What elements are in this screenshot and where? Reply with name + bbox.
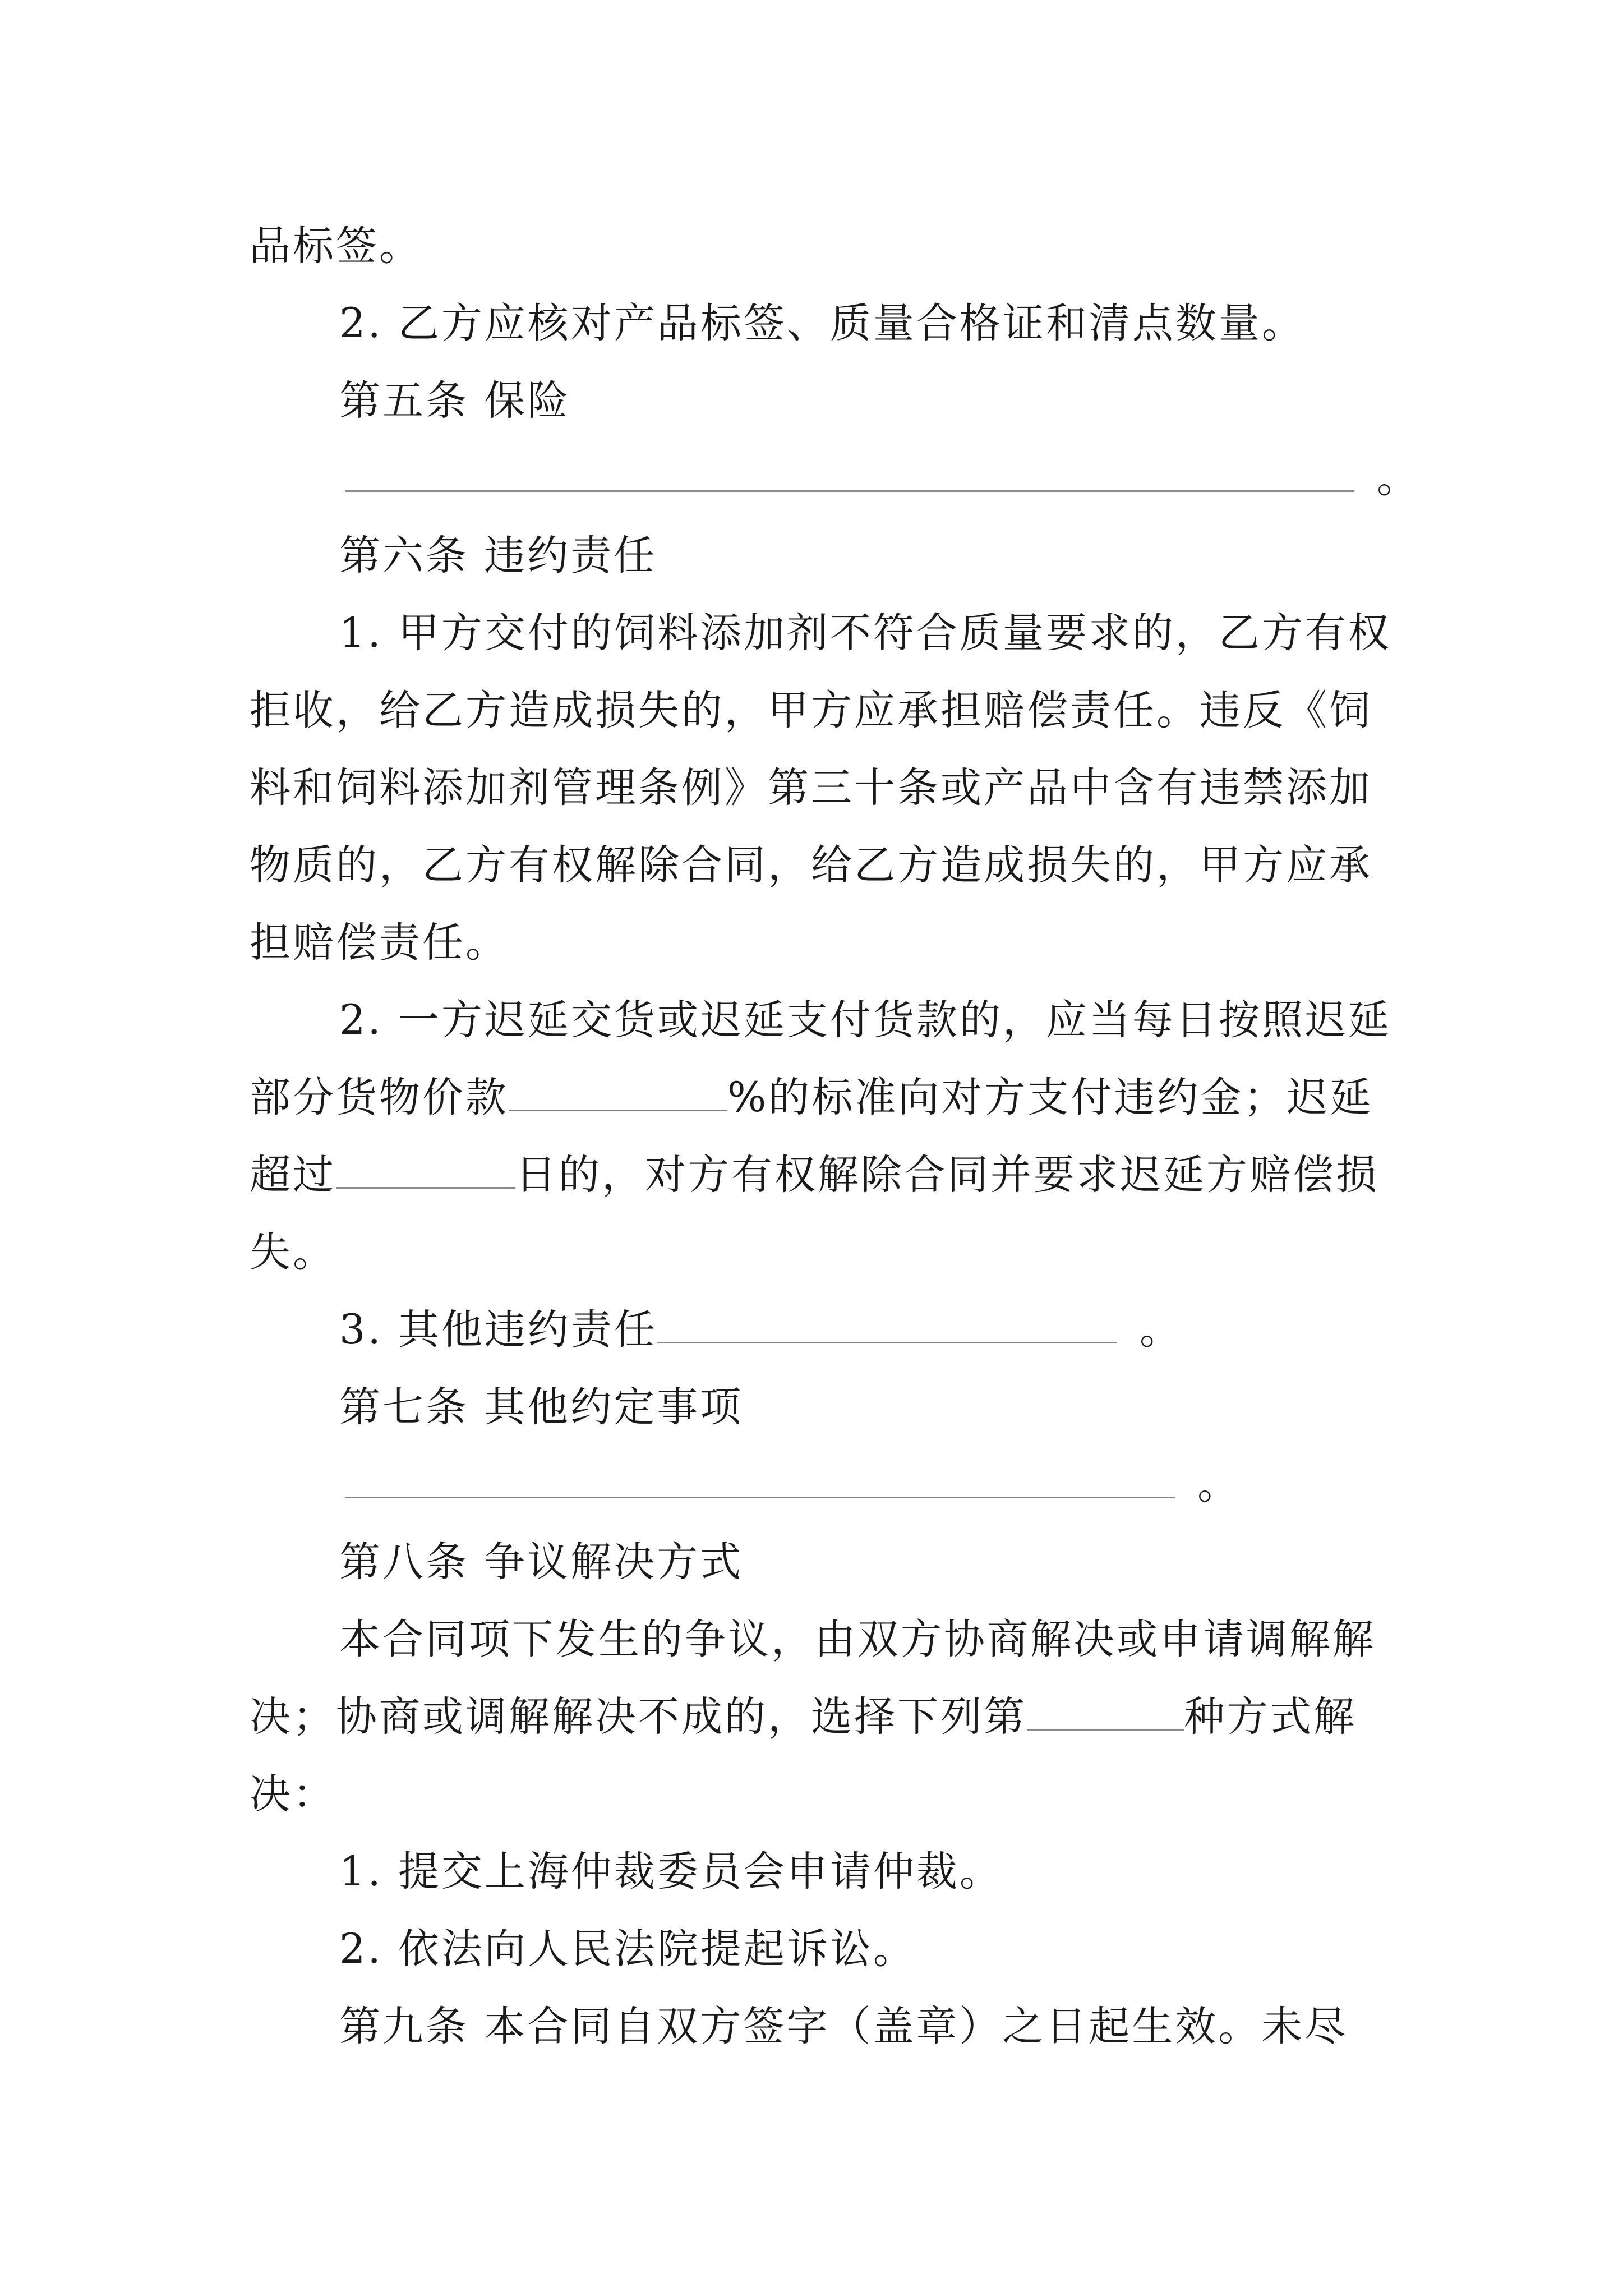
- clause-item: 2. 一方迟延交货或迟延支付货款的，应当每日按照迟延: [339, 996, 1391, 1044]
- paragraph-text: 担赔偿责任。: [250, 919, 509, 967]
- paragraph-text: 失。: [250, 1228, 336, 1276]
- text-line: [250, 1756, 1394, 1833]
- article-heading-dispute: [250, 1524, 1394, 1601]
- clause-item: 3. 其他违约责任: [339, 1306, 657, 1354]
- contract-body: [250, 208, 1420, 2065]
- article-heading-effect: [250, 1988, 1394, 2065]
- article-title: 第七条 其他约定事项: [339, 1383, 744, 1431]
- paragraph-text: %的标准向对方支付违约金；迟延: [727, 1074, 1373, 1121]
- paragraph-text: 日的，对方有权解除合同并要求迟延方赔偿损: [515, 1151, 1379, 1199]
- text-line: [250, 285, 1394, 362]
- other-liability-blank[interactable]: [657, 1307, 1117, 1343]
- clause-item: 1. 甲方交付的饲料添加剂不符合质量要求的，乙方有权: [339, 609, 1391, 657]
- text-line: [250, 827, 1394, 904]
- penalty-percent-blank[interactable]: [509, 1075, 727, 1111]
- paragraph-text: 物质的，乙方有权解除合同，给乙方造成损失的，甲方应承: [250, 841, 1372, 889]
- text-line: [250, 904, 1394, 982]
- article-heading-insurance: [250, 362, 1394, 440]
- clause-item: 2. 依法向人民法院提起诉讼。: [339, 1925, 916, 1973]
- paragraph-text: 料和饲料添加剂管理条例》第三十条或产品中含有违禁添加: [250, 764, 1372, 812]
- paragraph-text: 超过: [250, 1151, 336, 1199]
- text-line: [250, 1214, 1394, 1291]
- article-title: 第六条 违约责任: [339, 532, 657, 579]
- paragraph-text: 决；协商或调解解决不成的，选择下列第: [250, 1693, 1027, 1741]
- period-mark: 。: [1197, 1461, 1241, 1508]
- text-line: [250, 208, 1394, 285]
- clause-item: 2. 乙方应核对产品标签、质量合格证和清点数量。: [339, 300, 1305, 347]
- text-line: [250, 1137, 1394, 1214]
- paragraph-text: 拒收，给乙方造成损失的，甲方应承担赔偿责任。违反《饲: [250, 687, 1372, 734]
- text-line: [250, 749, 1394, 827]
- paragraph-text: 品标签。: [250, 222, 422, 270]
- text-line: [250, 672, 1394, 749]
- article-title: 第八条 争议解决方式: [339, 1538, 744, 1586]
- clause-item: 1. 提交上海仲裁委员会申请仲裁。: [339, 1848, 1003, 1895]
- delay-days-blank[interactable]: [336, 1152, 515, 1189]
- paragraph-text: 种方式解: [1184, 1693, 1357, 1741]
- text-line: [250, 1833, 1394, 1911]
- text-line: [250, 1678, 1394, 1756]
- text-line: [250, 1059, 1394, 1137]
- period-mark: 。: [1139, 1306, 1183, 1354]
- other-matters-blank-line: [250, 1446, 1394, 1524]
- text-line: [250, 982, 1394, 1059]
- paragraph-text: 部分货物价款: [250, 1074, 509, 1121]
- insurance-fill-blank[interactable]: [345, 455, 1354, 492]
- article-heading-other-matters: [250, 1369, 1394, 1446]
- text-line: [250, 1911, 1394, 1988]
- dispute-method-blank[interactable]: [1027, 1694, 1184, 1731]
- period-mark: 。: [1377, 454, 1420, 502]
- article-heading-liability: [250, 517, 1394, 595]
- article-title: 第五条 保险: [339, 377, 571, 425]
- paragraph-text: 本合同项下发生的争议，由双方协商解决或申请调解解: [339, 1616, 1376, 1663]
- article-title: 第九条 本合同自双方签字（盖章）之日起生效。未尽: [339, 2003, 1348, 2050]
- text-line: [250, 595, 1394, 672]
- paragraph-text: 决：: [250, 1770, 336, 1818]
- insurance-blank-line: [250, 440, 1420, 517]
- text-line: [250, 1601, 1394, 1678]
- other-matters-fill-blank[interactable]: [345, 1462, 1175, 1498]
- text-line: [250, 1291, 1394, 1369]
